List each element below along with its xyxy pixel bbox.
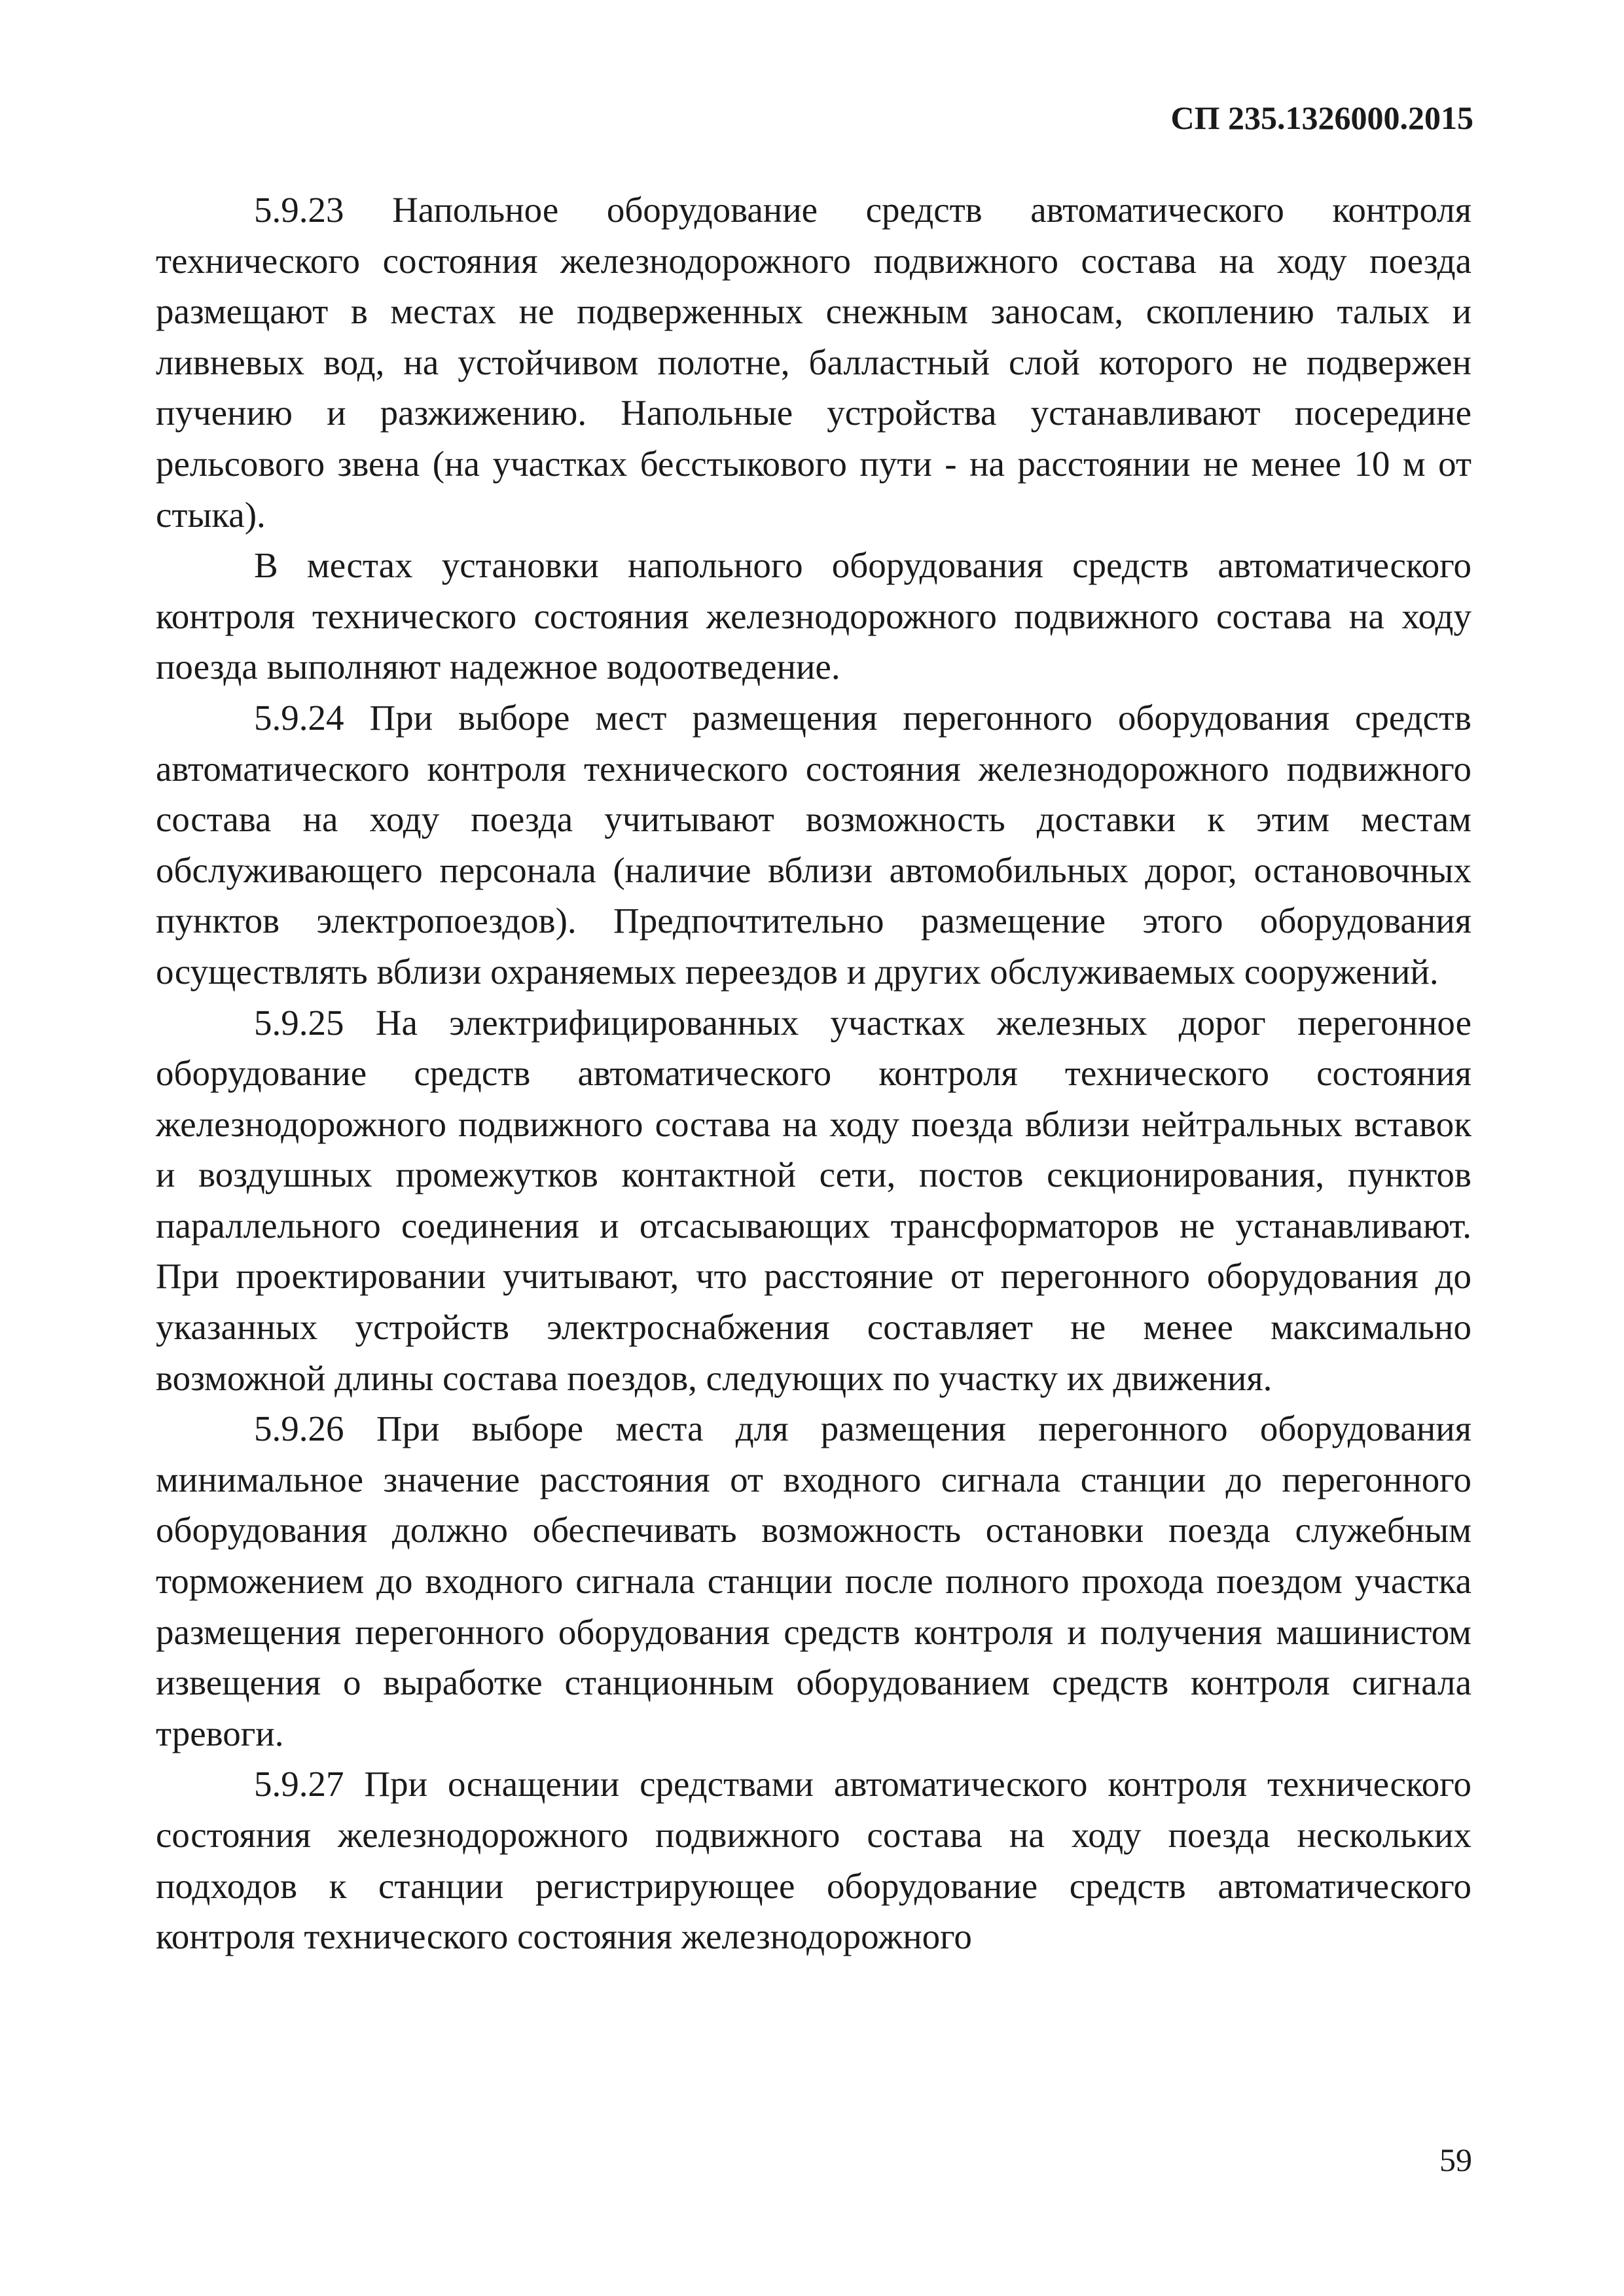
document-code: СП 235.1326000.2015 bbox=[1170, 99, 1473, 136]
paragraph-5-9-24: 5.9.24 При выборе мест размещения перегонного оборудования средств автоматического контроля технического состояния железнодорожного подвижного состава на ходу поезда учитывают возможность доставки к этим местам обслуживающего персонала (наличие вблизи автомобильных дорог, остановочных пунктов электропоездов). Предпочтительно размещение этого оборудования осуществлять вблизи охраняемых переездов и других обслуживаемых сооружений. bbox=[156, 697, 1471, 992]
page-number: 59 bbox=[1439, 2142, 1472, 2178]
paragraph-5-9-23: 5.9.23 Напольное оборудование средств автоматического контроля технического состояния железнодорожного подвижного состава на ходу поезда размещают в местах не подверженных снежным заносам, скоплению талых и ливневых вод, на устойчивом полотне, балластный слой которого не подвержен пучению и разжижению. Напольные устройства устанавливают посередине рельсового звена (на участках бесстыкового пути - на расстоянии не менее 10 м от стыка). bbox=[156, 190, 1471, 535]
paragraph-drainage: В местах установки напольного оборудования средств автоматического контроля технического состояния железнодорожного подвижного состава на ходу поезда выполняют надежное водоотведение. bbox=[156, 545, 1471, 687]
paragraph-5-9-26: 5.9.26 При выборе места для размещения перегонного оборудования минимальное значение расстояния от входного сигнала станции до перегонного оборудования должно обеспечивать возможность остановки поезда служебным торможением до входного сигнала станции после полного прохода поездом участка размещения перегонного оборудования средств контроля и получения машинистом извещения о выработке станционным оборудованием средств контроля сигнала тревоги. bbox=[156, 1408, 1471, 1753]
paragraph-5-9-27: 5.9.27 При оснащении средствами автоматического контроля технического состояния железнодорожного подвижного состава на ходу поезда нескольких подходов к станции регистрирующее оборудование средств автоматического контроля технического состояния железнодорожного bbox=[156, 1764, 1471, 1957]
paragraph-5-9-25: 5.9.25 На электрифицированных участках железных дорог перегонное оборудование средств автоматического контроля технического состояния железнодорожного подвижного состава на ходу поезда вблизи нейтральных вставок и воздушных промежутков контактной сети, постов секционирования, пунктов параллельного соединения и отсасывающих трансформаторов не устанавливают. При проектировании учитывают, что расстояние от перегонного оборудования до указанных устройств электроснабжения составляет не менее максимально возможной длины состава поездов, следующих по участку их движения. bbox=[156, 1002, 1471, 1398]
document-body bbox=[156, 185, 1471, 1962]
